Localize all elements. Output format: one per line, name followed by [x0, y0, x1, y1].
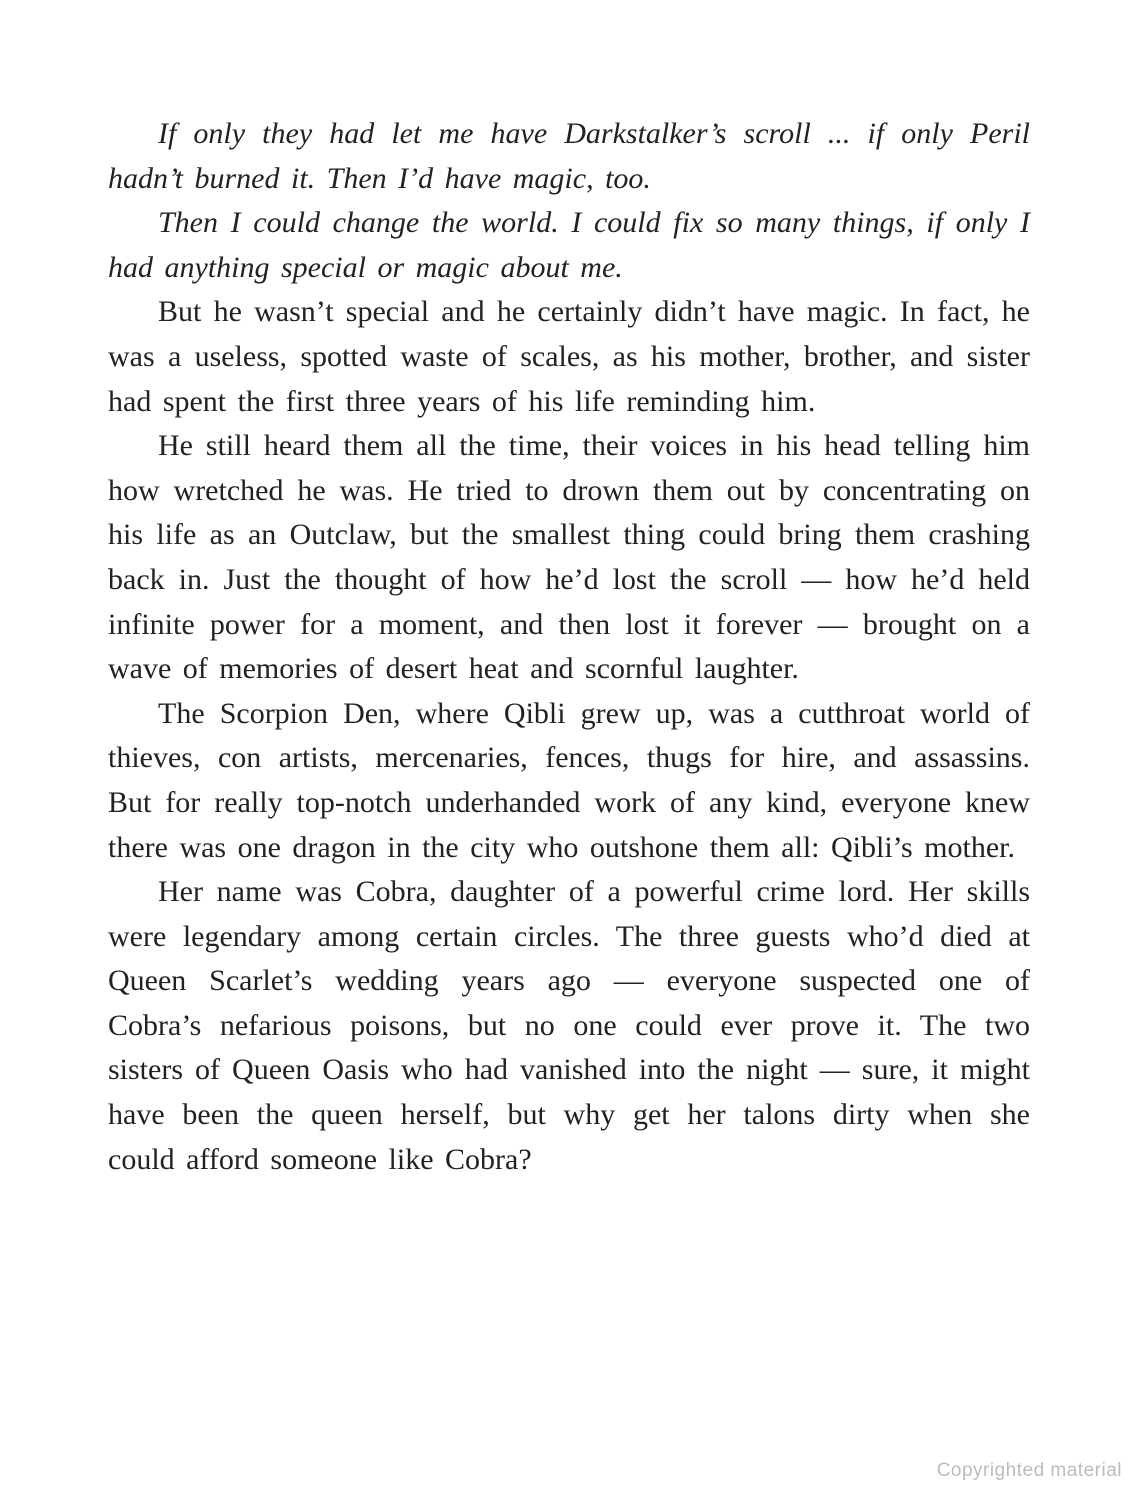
paragraph: But he wasn’t special and he certainly didn’t have magic. In fact, he was a useless, spotted waste of scales, as his mother, brother, and sister had spent the first three years of his life reminding him.: [108, 295, 1030, 418]
copyright-watermark: Copyrighted material: [936, 1460, 1122, 1481]
paragraph-italic-thought: Then I could change the world. I could fix so many things, if only I had anything special or magic about me.: [108, 206, 1030, 284]
paragraph-italic-thought: If only they had let me have Darkstalker’s scroll ... if only Peril hadn’t burned it. Then I’d have magic, too.: [108, 117, 1030, 195]
paragraph: Her name was Cobra, daughter of a powerful crime lord. Her skills were legendary among certain circles. The three guests who’d died at Queen Scarlet’s wedding years ago — everyone suspected one of Cobra’s nefarious poisons, but no one could ever prove it. The two sisters of Queen Oasis who had vanished into the night — sure, it might have been the queen herself, but why get her talons dirty when she could afford someone like Cobra?: [108, 875, 1030, 1176]
paragraph: He still heard them all the time, their voices in his head telling him how wretched he was. He tried to drown them out by concentrating on his life as an Outclaw, but the smallest thing could bring them crashing back in. Just the thought of how he’d lost the scroll — how he’d held infinite power for a moment, and then lost it forever — brought on a wave of memories of desert heat and scornful laughter.: [108, 429, 1030, 686]
paragraph: The Scorpion Den, where Qibli grew up, was a cutthroat world of thieves, con artists, mercenaries, fences, thugs for hire, and assassins. But for really top-notch underhanded work of any kind, everyone knew there was one dragon in the city who outshone them all: Qibli’s mother.: [108, 696, 1030, 864]
page-text-block: [108, 112, 1030, 1182]
